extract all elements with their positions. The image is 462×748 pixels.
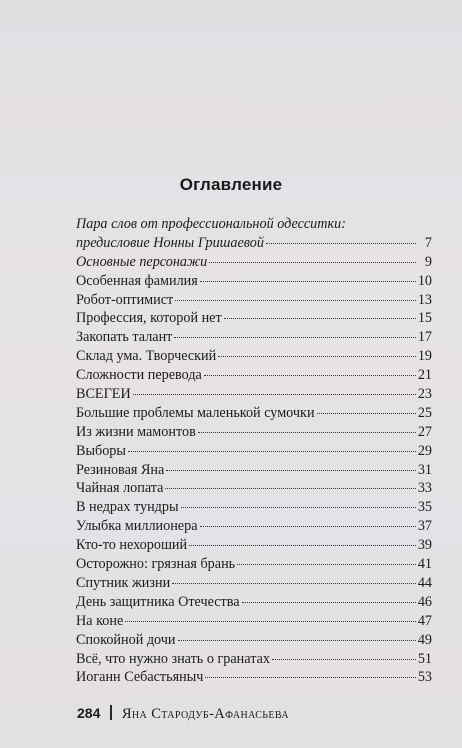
toc-entry-title: Основные персонажи (76, 253, 208, 270)
toc-entry-row (76, 593, 432, 612)
dot-leader (165, 487, 415, 489)
toc-entry-row (76, 461, 432, 480)
toc-entry (76, 404, 432, 423)
toc-entry-page: 31 (417, 461, 432, 478)
toc-entry (76, 479, 432, 498)
toc-entry (76, 555, 432, 574)
page-number: 284 (77, 705, 101, 721)
toc-entry-row (76, 404, 432, 423)
toc-entry-title: Всё, что нужно знать о гранатах (76, 650, 270, 667)
toc-entry-title: Чайная лопата (76, 480, 164, 497)
author-name: Яна Стародуб-Афанасьева (121, 706, 289, 722)
toc-entry-page: 37 (417, 518, 432, 535)
toc-entry-page: 9 (424, 253, 432, 270)
toc-entry-row (76, 536, 432, 555)
toc-entry-title: предисловие Нонны Гришаевой (76, 234, 264, 251)
toc-entry (76, 291, 432, 310)
toc-entry (76, 272, 432, 291)
toc-entry (76, 668, 432, 687)
toc-entry-page: 33 (417, 480, 432, 497)
toc-entry-row (76, 347, 432, 366)
toc-entry-title: Спутник жизни (76, 574, 171, 591)
toc-entry (76, 517, 432, 536)
toc-entry (76, 650, 432, 669)
toc-entry-row (76, 517, 432, 536)
dot-leader (166, 469, 416, 471)
toc-entry-title: Склад ума. Творческий (76, 348, 217, 365)
toc-entry-page: 13 (417, 291, 432, 308)
toc-entry (76, 423, 432, 442)
toc-entry (76, 574, 432, 593)
toc-entry-page: 17 (417, 329, 432, 346)
toc-entry-row (76, 328, 432, 347)
dot-leader (237, 563, 416, 565)
dot-leader (128, 450, 416, 452)
toc-entry-row (76, 309, 432, 328)
toc-entry-title: Иоганн Себастьяныч (76, 669, 204, 686)
toc-entry-title: Сложности перевода (76, 367, 202, 384)
toc-entry (76, 536, 432, 555)
dot-leader (204, 374, 416, 376)
toc-entry (76, 612, 432, 631)
toc-entry-row (76, 574, 432, 593)
toc-entry-row (76, 479, 432, 498)
toc-entry (76, 631, 432, 650)
toc-entry (76, 593, 432, 612)
dot-leader (317, 412, 416, 414)
toc-entry (76, 215, 432, 253)
toc-entry (76, 498, 432, 517)
dot-leader (198, 431, 416, 433)
toc-entry-page: 27 (417, 423, 432, 440)
dot-leader (174, 336, 415, 338)
toc-heading: Оглавление (179, 175, 283, 194)
dot-leader (175, 299, 416, 301)
toc-entry-title: Робот-оптимист (76, 291, 174, 308)
dot-leader (272, 658, 416, 660)
toc-entry-page: 41 (417, 556, 432, 573)
toc-entry-page: 53 (417, 669, 432, 686)
toc-entry-page: 15 (417, 310, 432, 327)
toc-entry-title: Улыбка миллионера (76, 518, 198, 535)
toc-entry-title: Осторожно: грязная брань (76, 556, 236, 573)
toc-entry-page: 44 (417, 574, 432, 591)
toc-entry-row (76, 272, 432, 291)
toc-entry (76, 442, 432, 461)
table-of-contents (76, 215, 432, 687)
toc-entry (76, 385, 432, 404)
dot-leader (181, 506, 416, 508)
toc-entry-title: На коне (76, 612, 124, 629)
dot-leader (224, 317, 416, 319)
toc-entry-title: Из жизни мамонтов (76, 423, 196, 440)
toc-entry-row (76, 555, 432, 574)
toc-entry-title-line1: Пара слов от профессиональной одесситки: (76, 216, 346, 232)
toc-entry-page: 23 (417, 386, 432, 403)
toc-entry-title: Спокойной дочи (76, 631, 176, 648)
toc-entry-row (76, 442, 432, 461)
toc-entry-row (76, 668, 432, 687)
page-footer (77, 705, 289, 723)
toc-entry-page: 47 (417, 612, 432, 629)
toc-entry-title: Большие проблемы маленькой сумочки (76, 404, 315, 421)
toc-entry-page: 35 (417, 499, 432, 516)
toc-entry (76, 328, 432, 347)
toc-entry-title: Выборы (76, 442, 126, 459)
toc-entry-title: Особенная фамилия (76, 272, 198, 289)
dot-leader (178, 639, 416, 641)
toc-entry-page: 39 (417, 537, 432, 554)
dot-leader (172, 582, 416, 584)
toc-entry-title: ВСЕГЕИ (76, 386, 131, 403)
toc-entry-title: Закопать талант (76, 329, 173, 346)
toc-entry-row (76, 253, 432, 272)
dot-leader (209, 261, 416, 263)
toc-entry-page: 7 (424, 234, 432, 251)
dot-leader (189, 544, 416, 546)
toc-entry-title: Профессия, которой нет (76, 310, 222, 327)
toc-entry-row (76, 498, 432, 517)
toc-entry-page: 25 (417, 404, 432, 421)
toc-entry (76, 366, 432, 385)
toc-entry-row (76, 234, 432, 253)
toc-entry-row (76, 423, 432, 442)
dot-leader (242, 601, 416, 603)
dot-leader (133, 393, 416, 395)
toc-entry-row (76, 291, 432, 310)
toc-entry-row (76, 650, 432, 669)
dot-leader (266, 242, 416, 244)
toc-entry-page: 19 (417, 348, 432, 365)
toc-entry-row (76, 366, 432, 385)
toc-entry (76, 461, 432, 480)
toc-entry-page: 51 (417, 650, 432, 667)
toc-entry (76, 309, 432, 328)
toc-entry-title: День защитника Отечества (76, 593, 240, 610)
toc-entry-row (76, 631, 432, 650)
toc-entry-row (76, 612, 432, 631)
toc-entry-title: Резиновая Яна (76, 461, 165, 478)
dot-leader (205, 676, 415, 678)
toc-entry-title: В недрах тундры (76, 499, 179, 516)
toc-entry-page: 10 (417, 272, 432, 289)
footer-separator (110, 705, 112, 720)
toc-entry (76, 347, 432, 366)
dot-leader (218, 355, 416, 357)
toc-entry-row (76, 385, 432, 404)
dot-leader (200, 280, 416, 282)
toc-entry-page: 21 (417, 367, 432, 384)
dot-leader (125, 620, 416, 622)
toc-entry (76, 253, 432, 272)
toc-entry-page: 49 (417, 631, 432, 648)
dot-leader (200, 525, 416, 527)
toc-entry-page: 29 (417, 442, 432, 459)
toc-entry-page: 46 (417, 593, 432, 610)
toc-entry-title: Кто-то нехороший (76, 537, 188, 554)
